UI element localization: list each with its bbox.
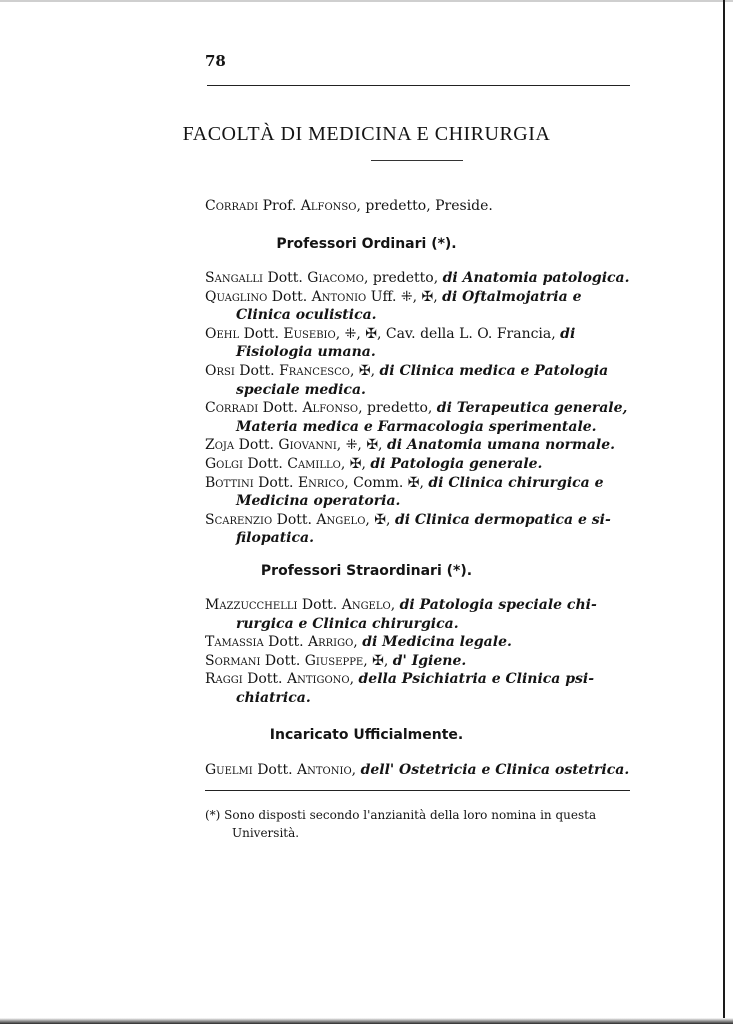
entry-field-continuation: rurgica e Clinica chirurgica. — [236, 615, 459, 632]
entry-field: di Clinica medica e Patologia — [379, 363, 609, 379]
entry-first-name: Antonio — [311, 288, 367, 305]
entry-field-continuation: chiatrica. — [236, 690, 311, 706]
entry-surname: Raggi — [205, 671, 243, 688]
section-heading-straordinari: Professori Straordinari (*). — [260, 563, 473, 579]
scan-edge-bottom — [0, 1018, 733, 1024]
page-number: 78 — [205, 52, 226, 70]
entry-field: di Anatomia umana normale. — [386, 437, 616, 454]
entry-honors: , predetto, — [358, 400, 437, 417]
preside-line — [205, 198, 493, 214]
entry-surname: Quaglino — [205, 288, 268, 305]
entry-title: Dott. — [234, 437, 279, 454]
entry-surname: Tamassia — [205, 634, 264, 651]
entry-field: di Clinica dermopatica e si- — [394, 511, 611, 528]
entry-first-name: Antonio — [297, 762, 352, 778]
faculty-entry — [205, 597, 597, 613]
entry-title: Dott. — [242, 456, 288, 472]
entry-first-name: Camillo — [287, 456, 341, 472]
entry-continuation — [236, 690, 311, 706]
entry-surname: Zoja — [205, 437, 235, 454]
entry-surname: Orsi — [205, 363, 235, 379]
entry-field-continuation: Materia medica e Farmacologia sperimentale. — [236, 418, 597, 435]
entry-honors: , ✠, — [340, 456, 371, 472]
entry-first-name: Eusebio — [283, 325, 336, 342]
entry-field: di Terapeutica generale, — [436, 400, 628, 417]
faculty-entry — [205, 326, 575, 342]
entry-honors: , predetto, — [363, 270, 443, 286]
entry-continuation — [236, 382, 366, 398]
faculty-entry — [205, 363, 608, 379]
entry-title: Dott. — [272, 511, 317, 528]
entry-field: di Patologia generale. — [370, 456, 543, 472]
faculty-entry — [205, 512, 611, 528]
faculty-entry — [205, 270, 629, 286]
scan-edge-right — [723, 0, 725, 1024]
faculty-entry — [205, 475, 604, 491]
faculty-entry — [205, 289, 581, 305]
entry-field-continuation: Fisiologia umana. — [236, 344, 376, 361]
entry-title: Dott. — [260, 652, 305, 669]
entry-field: d' Igiene. — [392, 652, 467, 669]
entry-continuation — [236, 493, 400, 509]
entry-first-name: Angelo — [316, 511, 366, 528]
entry-first-name: Angelo — [341, 597, 391, 613]
entry-surname: Guelmi — [205, 762, 253, 778]
entry-surname: Sangalli — [205, 270, 264, 286]
entry-title: Dott. — [297, 597, 342, 613]
entry-first-name: Enrico — [297, 474, 345, 491]
entry-title: Dott. — [239, 325, 284, 342]
entry-surname: Golgi — [205, 456, 243, 472]
entry-honors: Uff. ⁜, ✠, — [366, 288, 443, 305]
entry-honors: , Comm. ✠, — [344, 474, 429, 491]
entry-first-name: Antigono — [286, 671, 350, 688]
entry-surname: Oehl — [205, 325, 240, 342]
entry-honors: , — [349, 671, 359, 688]
entry-honors: , — [353, 634, 363, 651]
faculty-entry — [205, 437, 615, 453]
entry-honors: , — [390, 597, 400, 613]
faculty-entry — [205, 671, 594, 687]
page-title: FACOLTÀ DI MEDICINA E CHIRURGIA — [182, 123, 551, 145]
entry-surname: Sormani — [205, 652, 261, 669]
entry-title: Dott. — [253, 474, 298, 491]
entry-honors: , ⁜, ✠, — [336, 437, 387, 454]
preside-first-name: Alfonso — [300, 198, 357, 214]
entry-first-name: Arrigo — [307, 634, 354, 651]
entry-field: di Anatomia patologica. — [442, 270, 630, 286]
preside-title: Prof. — [262, 198, 297, 214]
entry-first-name: Giovanni — [278, 437, 337, 454]
entry-honors: , ✠, — [363, 652, 393, 669]
entry-title: Dott. — [263, 270, 308, 286]
footnote-line-2: Università. — [232, 826, 300, 840]
section-heading-ordinari: Professori Ordinari (*). — [276, 236, 457, 252]
faculty-entry — [205, 634, 512, 650]
preside-surname: Corradi — [205, 198, 259, 214]
entry-honors: , ✠, — [365, 511, 395, 528]
faculty-entry — [205, 400, 627, 416]
entry-field: di Patologia speciale chi- — [399, 597, 597, 613]
entry-field: della Psichiatria e Clinica psi- — [358, 671, 595, 688]
entry-title: Dott. — [258, 400, 303, 417]
preside-rest: , predetto, Preside. — [356, 198, 493, 214]
entry-first-name: Alfonso — [302, 400, 359, 417]
faculty-entry — [205, 653, 466, 669]
entry-surname: Corradi — [205, 400, 259, 417]
incaricato-entry — [205, 762, 629, 778]
entry-honors: , ⁜, ✠, Cav. della L. O. Francia, — [335, 325, 561, 342]
entry-field-continuation: filopatica. — [236, 530, 314, 547]
entry-field: di Medicina legale. — [362, 634, 512, 651]
entry-title: Dott. — [242, 671, 287, 688]
entry-first-name: Giuseppe — [304, 652, 364, 669]
entry-continuation — [236, 307, 377, 323]
entry-field: dell' Ostetricia e Clinica ostetrica. — [360, 762, 630, 778]
scan-edge-top — [0, 0, 733, 2]
entry-continuation — [236, 530, 314, 546]
entry-continuation — [236, 419, 597, 435]
entry-field-continuation: speciale medica. — [236, 381, 366, 398]
entry-field: di Clinica chirurgica e — [428, 474, 604, 491]
entry-title: Dott. — [267, 288, 312, 305]
entry-surname: Mazzucchelli — [205, 597, 298, 613]
section-heading-incaricato: Incaricato Ufficialmente. — [269, 727, 464, 743]
entry-first-name: Giacomo — [307, 270, 364, 286]
faculty-entry — [205, 456, 542, 472]
entry-title: Dott. — [234, 363, 280, 379]
entry-title: Dott. — [252, 762, 298, 778]
entry-surname: Scarenzio — [205, 511, 273, 528]
entry-first-name: Francesco — [279, 363, 350, 379]
entry-field: di Oftalmojatria e — [442, 288, 582, 305]
entry-surname: Bottini — [205, 474, 254, 491]
entry-continuation — [236, 344, 376, 360]
entry-continuation — [236, 616, 459, 632]
entry-field: di — [560, 325, 576, 342]
entry-honors: , ✠, — [349, 363, 380, 379]
header-rule — [207, 85, 630, 86]
entry-honors: , — [351, 762, 361, 778]
entry-field-continuation: Clinica oculistica. — [236, 307, 377, 324]
title-ornament-rule — [371, 160, 463, 161]
entry-title: Dott. — [263, 634, 308, 651]
entry-field-continuation: Medicina operatoria. — [236, 493, 401, 510]
footnote-line-1: (*) Sono disposti secondo l'anzianità della loro nomina in questa — [205, 808, 597, 822]
footnote-rule — [205, 790, 630, 791]
